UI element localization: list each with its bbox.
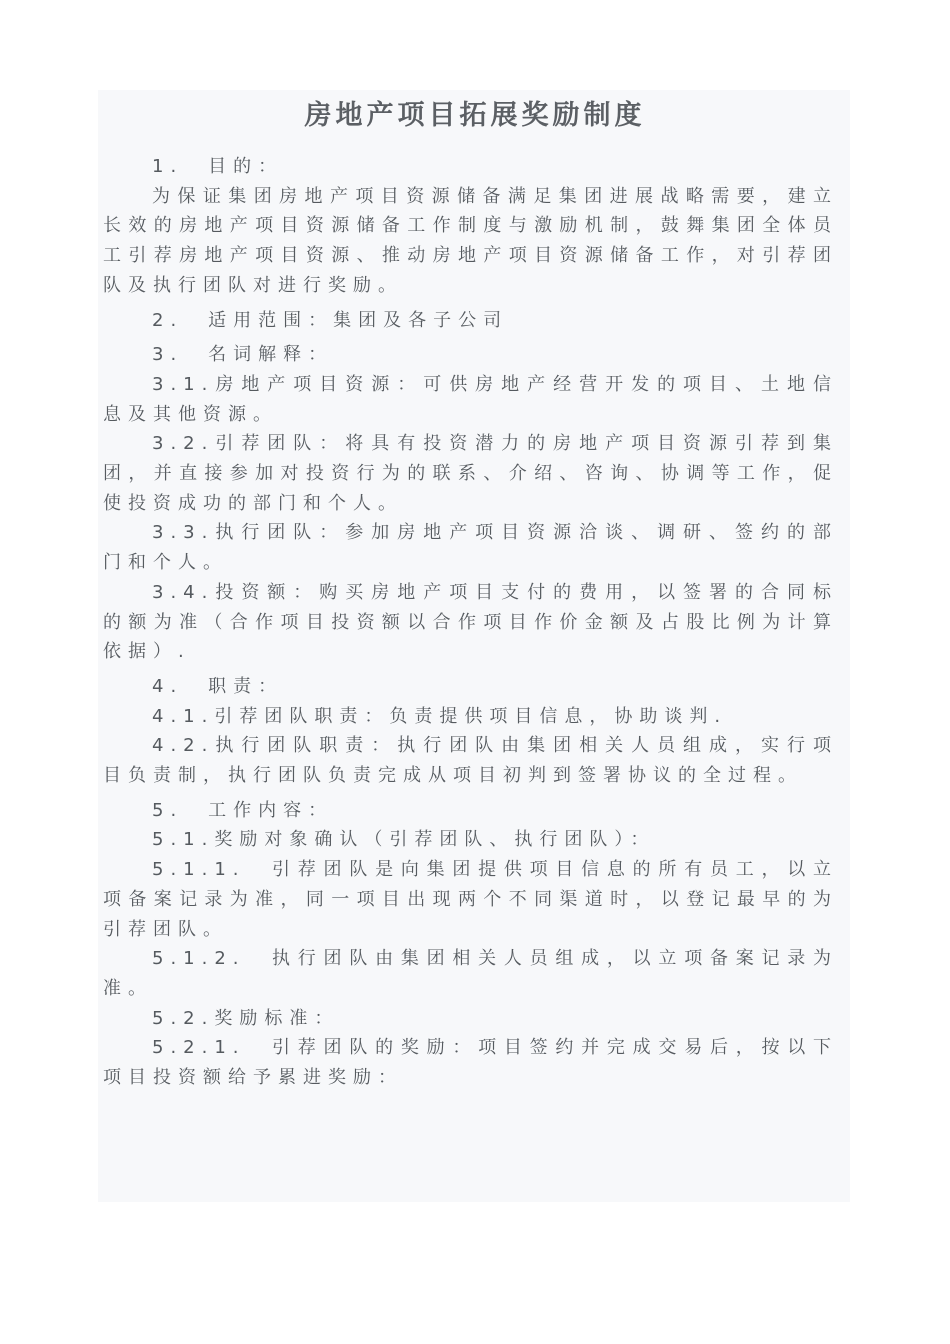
document-title: 房地产项目拓展奖励制度 [304,100,646,131]
section-4-heading: 4. 职责： [152,675,284,697]
purpose-paragraph: 为保证集团房地产项目资源储备满足集团进展战略需要，建立长效的房地产项目资源储备工作制度与激励机制，鼓舞集团全体员工引荐房地产项目资源、推动房地产项目资源储备工作，对引荐团队及执行团队对进行奖励。 [103,185,838,296]
section-3-heading: 3. 名词解释： [152,344,334,366]
item-5-1: 5.1.奖励对象确认（引荐团队、执行团队）： [152,829,656,851]
item-5-1-2: 5.1.2. 执行团队由集团相关人员组成，以立项备案记录为准。 [103,948,838,999]
definition-3-2: 3.2.引荐团队：将具有投资潜力的房地产项目资源引荐到集团，并直接参加对投资行为的联系、介绍、咨询、协调等工作，促使投资成功的部门和个人。 [103,433,838,514]
section-5-heading: 5. 工作内容： [152,799,334,821]
section-1-heading: 1. 目的： [152,156,284,177]
item-5-1-1: 5.1.1. 引荐团队是向集团提供项目信息的所有员工，以立项备案记录为准，同一项目出现两个不同渠道时，以登记最早的为引荐团队。 [103,859,838,940]
item-5-2-1: 5.2.1. 引荐团队的奖励：项目签约并完成交易后，按以下项目投资额给予累进奖励： [103,1037,838,1089]
duty-4-1: 4.1.引荐团队职责：负责提供项目信息，协助谈判. [152,705,728,727]
document-body [103,152,838,1093]
duty-4-2: 4.2.执行团队职责：执行团队由集团相关人员组成，实行项目负责制，执行团队负责完成从项目初判到签署协议的全过程。 [103,735,838,787]
definition-3-1: 3.1.房地产项目资源：可供房地产经营开发的项目、土地信息及其他资源。 [103,373,838,425]
section-2-heading: 2. 适用范围：集团及各子公司 [152,309,509,331]
definition-3-4: 3.4.投资额：购买房地产项目支付的费用，以签署的合同标的额为准（合作项目投资额以合作项目作价金额及占股比例为计算依据）. [103,581,838,663]
item-5-2: 5.2.奖励标准： [152,1007,340,1029]
definition-3-3: 3.3.执行团队：参加房地产项目资源洽谈、调研、签约的部门和个人。 [103,522,838,574]
